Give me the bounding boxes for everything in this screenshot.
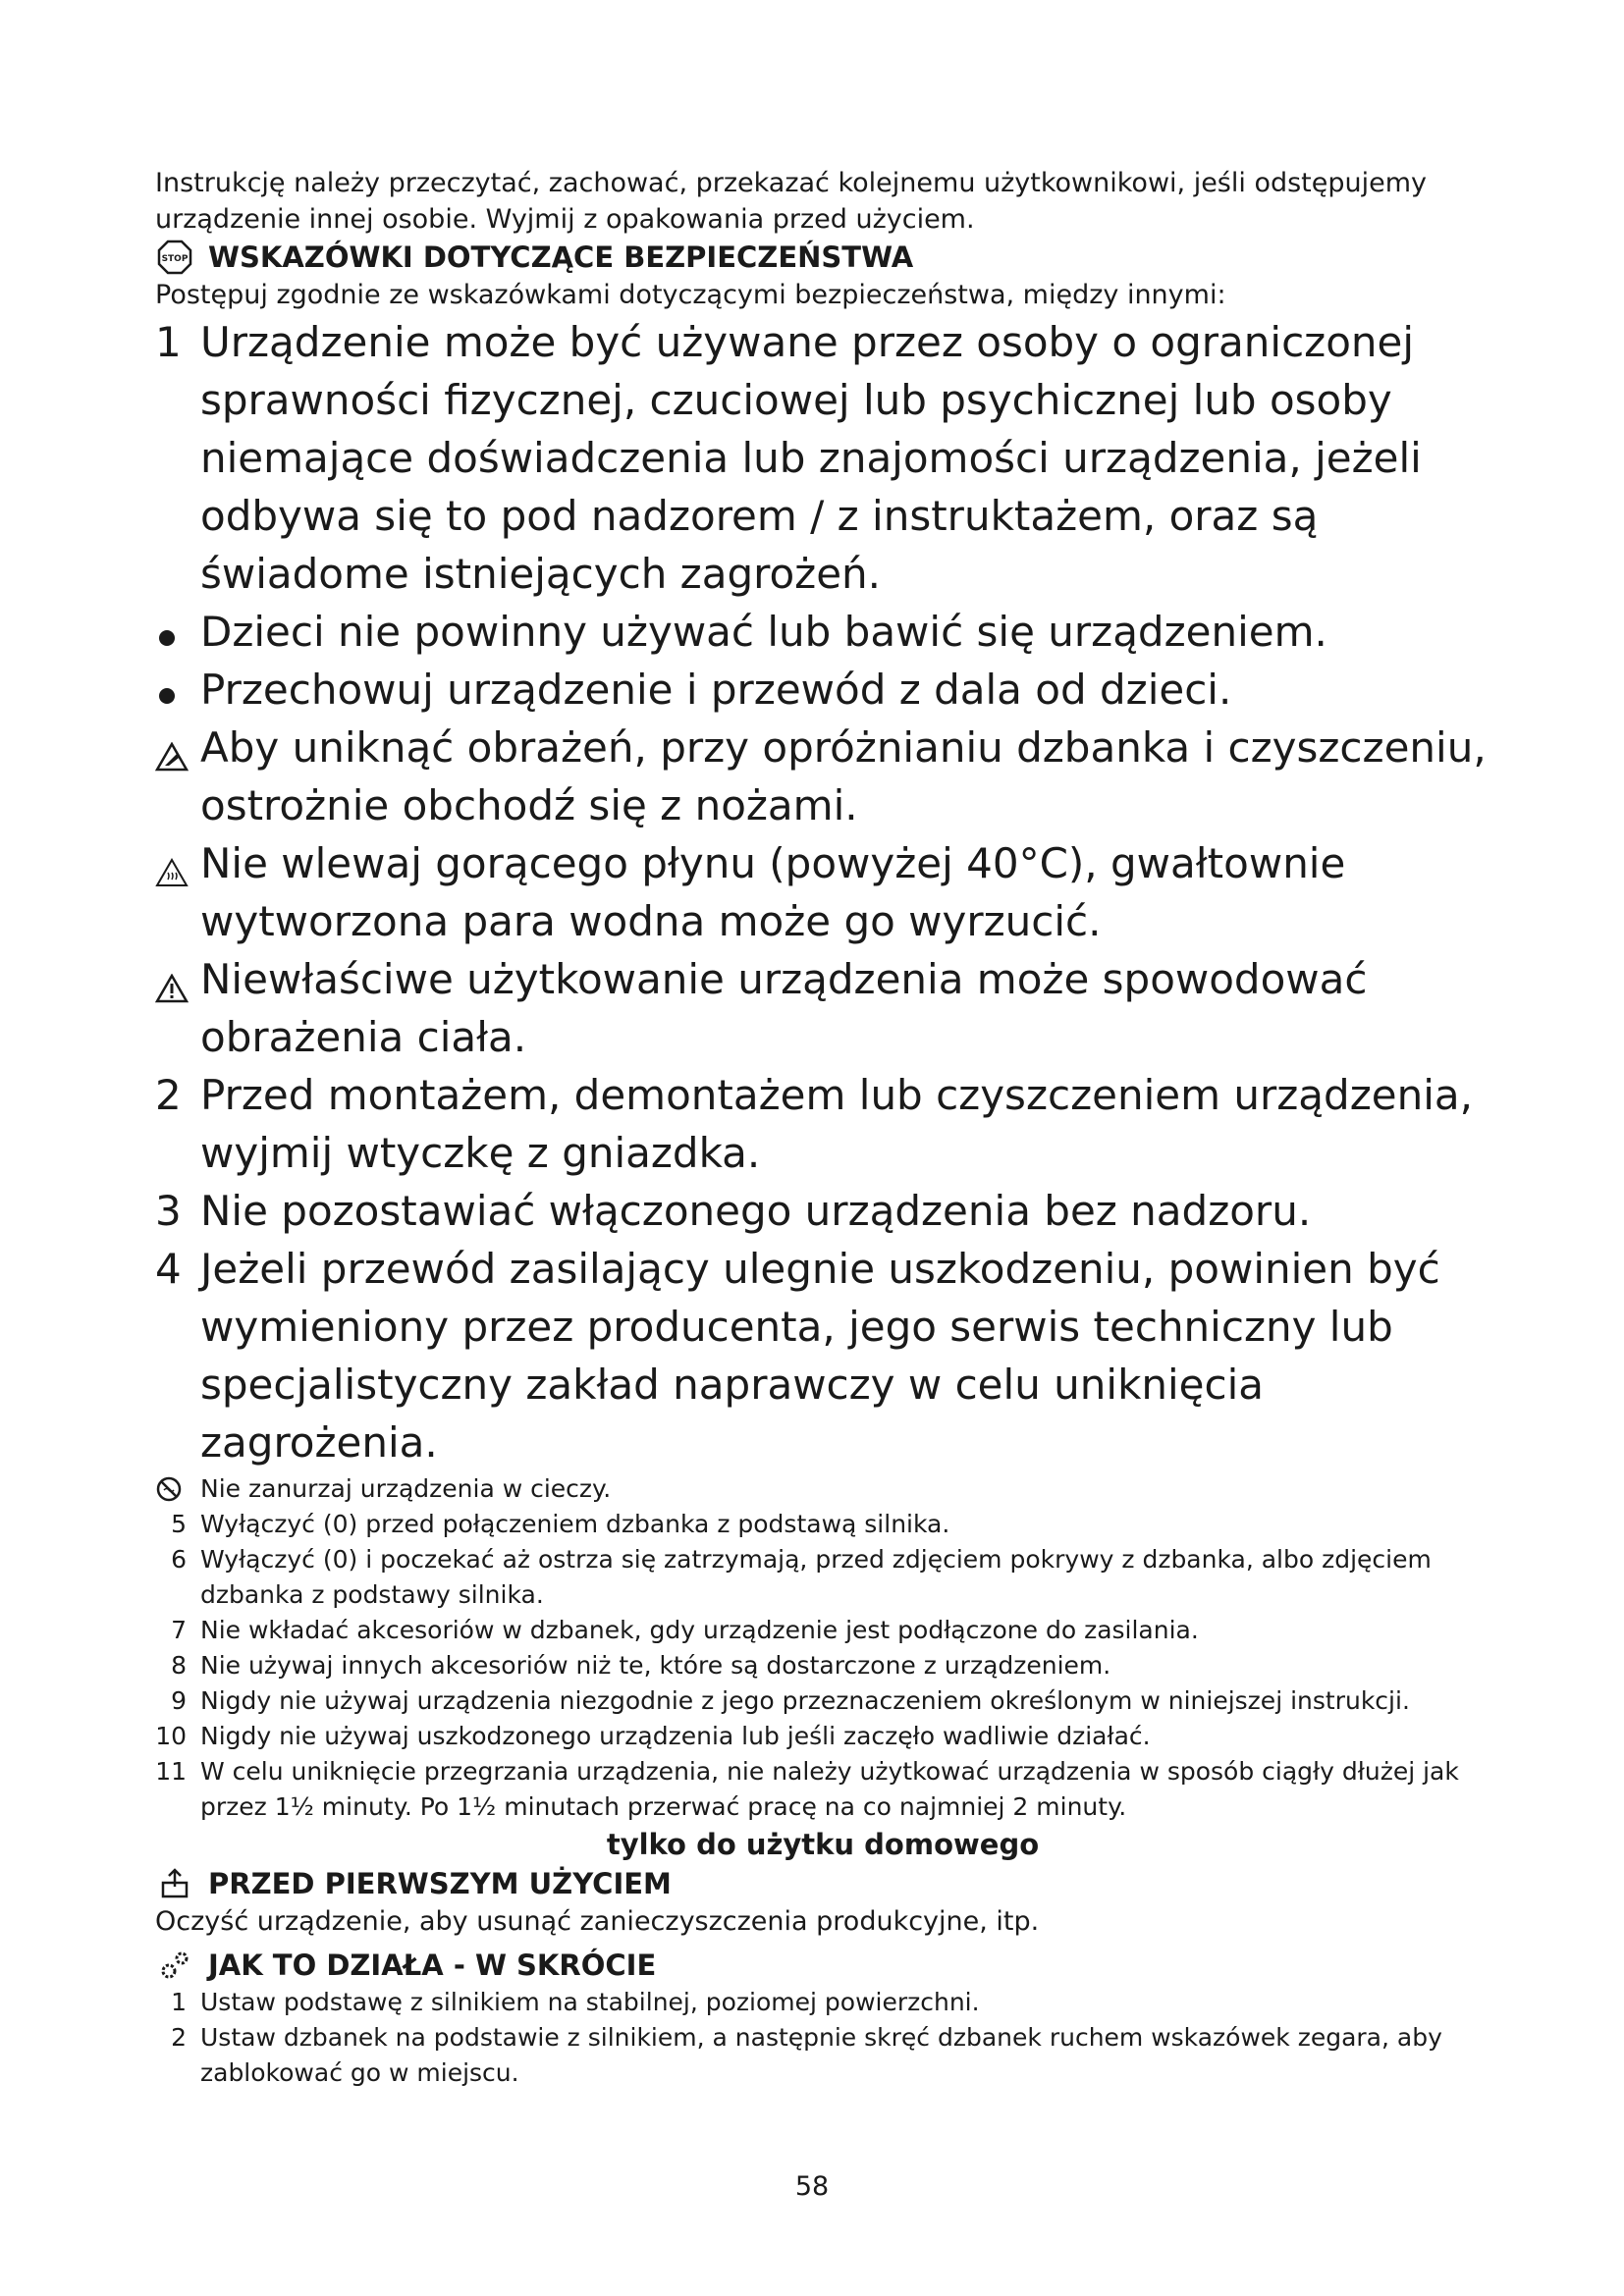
no-immerse-icon (155, 1471, 200, 1503)
safety-heading (155, 238, 1490, 277)
list-item (155, 313, 1490, 603)
item-text: Nigdy nie używaj uszkodzonego urządzenia lub jeśli zaczęło wadliwie działać. (200, 1722, 1151, 1750)
intro-line-1: Instrukcję należy przeczytać, zachować, przekazać kolejnemu użytkownikowi, jeśli odstępujemy (155, 168, 1428, 198)
list-item (155, 1985, 1490, 2020)
list-item (155, 603, 1490, 661)
item-text: Nie używaj innych akcesoriów niż te, które są dostarczone z urządzeniem. (200, 1651, 1111, 1680)
item-number: 2 (155, 1071, 182, 1119)
list-item (155, 1066, 1490, 1182)
exclamation-warning-icon (155, 950, 200, 1018)
item-number: 9 (171, 1686, 187, 1715)
hot-liquid-warning-icon (155, 834, 200, 902)
item-number: 11 (155, 1757, 187, 1786)
item-text: Wyłączyć (0) przed połączeniem dzbanka z podstawą silnika. (200, 1510, 950, 1538)
safety-subheading: Postępuj zgodnie ze wskazówkami dotyczącymi bezpieczeństwa, między innymi: (155, 280, 1226, 310)
item-text: Nigdy nie używaj urządzenia niezgodnie z jego przeznaczeniem określonym w niniejszej instrukcji. (200, 1686, 1410, 1715)
item-number: 2 (171, 2023, 187, 2052)
intro-paragraph (155, 165, 1490, 238)
first-use-heading-text: PRZED PIERWSZYM UŻYCIEM (208, 1867, 672, 1900)
list-item (155, 1683, 1490, 1719)
how-it-works-heading-text: JAK TO DZIAŁA - W SKRÓCIE (208, 1949, 657, 1982)
bullet-icon (155, 603, 200, 661)
first-use-heading (155, 1864, 1490, 1903)
list-item (155, 1240, 1490, 1471)
list-item (155, 1182, 1490, 1240)
item-text: Przed montażem, demontażem lub czyszczeniem urządzenia, wyjmij wtyczkę z gniazdka. (200, 1071, 1473, 1177)
item-number: 5 (171, 1510, 187, 1538)
unbox-icon (155, 1864, 194, 1903)
item-number: 8 (171, 1651, 187, 1680)
item-text: Nie wlewaj gorącego płynu (powyżej 40°C), gwałtownie wytworzona para wodna może go wyrzucić. (200, 839, 1346, 945)
household-use-note: tylko do użytku domowego (606, 1828, 1040, 1861)
document-page (155, 165, 1490, 2091)
how-it-works-heading (155, 1946, 1490, 1985)
item-number: 10 (155, 1722, 187, 1750)
list-item (155, 1648, 1490, 1683)
safety-heading-text: WSKAZÓWKI DOTYCZĄCE BEZPIECZEŃSTWA (208, 240, 914, 274)
item-text: Nie pozostawiać włączonego urządzenia bez nadzoru. (200, 1187, 1312, 1235)
item-text: Aby uniknąć obrażeń, przy opróżnianiu dzbanka i czyszczeniu, ostrożnie obchodź się z nożami. (200, 723, 1487, 829)
item-text: Jeżeli przewód zasilający ulegnie uszkodzeniu, powinien być wymieniony przez producenta, jego serwis techniczny lub specjalistyczny zakład naprawczy w celu uniknięcia zagrożenia. (200, 1245, 1440, 1467)
safety-small-list (155, 1471, 1490, 1825)
first-use-text: Oczyść urządzenie, aby usunąć zanieczyszczenia produkcyjne, itp. (155, 1906, 1040, 1937)
item-text: Ustaw podstawę z silnikiem na stabilnej, poziomej powierzchni. (200, 1988, 980, 2016)
item-text: Niewłaściwe użytkowanie urządzenia może spowodować obrażenia ciała. (200, 955, 1368, 1061)
item-number: 1 (171, 1988, 187, 2016)
list-item (155, 834, 1490, 950)
gears-icon (155, 1946, 194, 1985)
svg-text:STOP: STOP (161, 254, 189, 264)
list-item (155, 1613, 1490, 1648)
item-number: 4 (155, 1245, 182, 1293)
list-item (155, 2020, 1490, 2091)
list-item (155, 1471, 1490, 1507)
safety-large-list (155, 313, 1490, 1471)
item-text: Nie wkładać akcesoriów w dzbanek, gdy urządzenie jest podłączone do zasilania. (200, 1616, 1199, 1644)
list-item (155, 661, 1490, 719)
list-item (155, 1719, 1490, 1754)
item-text: Nie zanurzaj urządzenia w cieczy. (200, 1474, 612, 1503)
list-item (155, 719, 1490, 834)
blade-warning-icon (155, 719, 200, 786)
list-item (155, 950, 1490, 1066)
item-number: 1 (155, 318, 182, 366)
intro-line-2: urządzenie innej osobie. Wyjmij z opakowania przed użyciem. (155, 204, 975, 235)
item-number: 7 (171, 1616, 187, 1644)
item-number: 3 (155, 1187, 182, 1235)
item-text: Dzieci nie powinny używać lub bawić się urządzeniem. (200, 608, 1327, 656)
bullet-icon (155, 661, 200, 719)
item-text: W celu uniknięcie przegrzania urządzenia, nie należy użytkować urządzenia w sposób ciągły dłużej jak przez 1½ minuty. Po 1½ minutach przerwać pracę na co najmniej 2 minuty. (200, 1757, 1459, 1821)
item-text: Wyłączyć (0) i poczekać aż ostrza się zatrzymają, przed zdjęciem pokrywy z dzbanka, albo zdjęciem dzbanka z podstawy silnika. (200, 1545, 1432, 1609)
list-item (155, 1507, 1490, 1542)
list-item (155, 1754, 1490, 1825)
page-number: 58 (794, 2171, 830, 2202)
list-item (155, 1542, 1490, 1613)
stop-icon (155, 238, 194, 277)
item-text: Urządzenie może być używane przez osoby o ograniczonej sprawności fizycznej, czuciowej lub psychicznej lub osoby niemające doświadczenia lub znajomości urządzenia, jeżeli odbywa się to pod nadzorem / z instruktażem, oraz są świadome istniejących zagrożeń. (200, 318, 1422, 598)
item-text: Przechowuj urządzenie i przewód z dala od dzieci. (200, 666, 1232, 714)
item-text: Ustaw dzbanek na podstawie z silnikiem, a następnie skręć dzbanek ruchem wskazówek zegara, aby zablokować go w miejscu. (200, 2023, 1442, 2087)
how-it-works-list (155, 1985, 1490, 2091)
item-number: 6 (171, 1545, 187, 1574)
